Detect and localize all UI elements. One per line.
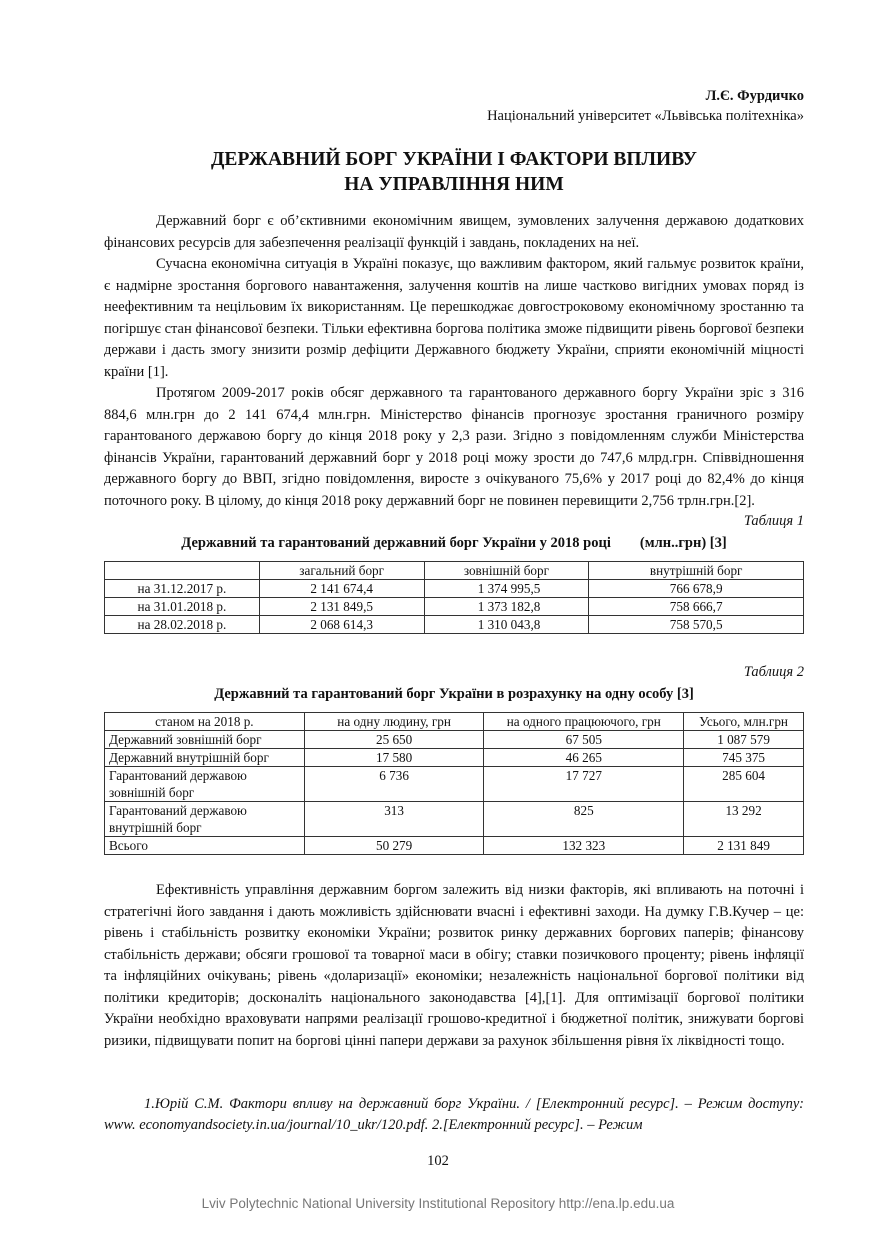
author-block (487, 86, 804, 126)
author-name: Л.Є. Фурдичко (705, 88, 804, 104)
table-row: Гарантований державою зовнішній борг 6 736 17 727 285 604 (105, 767, 804, 802)
table-row: на 31.12.2017 р. 2 141 674,4 1 374 995,5 766 678,9 (105, 580, 804, 598)
table-header-row: станом на 2018 р. на одну людину, грн на одного працюючого, грн Усього, млн.грн (105, 713, 804, 731)
title-line-1: ДЕРЖАВНИЙ БОРГ УКРАЇНИ І ФАКТОРИ ВПЛИВУ (211, 149, 697, 170)
table-row: Всього 50 279 132 323 2 131 849 (105, 837, 804, 855)
table-1 (104, 561, 804, 634)
paragraph-1: Державний борг є об’єктивними економічним явищем, зумовлених залучення державою додаткових фінансових ресурсів для забезпечення реалізації функцій і завдань, покладених на неї. (104, 213, 804, 251)
page-number: 102 (427, 1153, 449, 1169)
table-row: Гарантований державою внутрішній борг 313 825 13 292 (105, 802, 804, 837)
paragraph-2: Сучасна економічна ситуація в Україні показує, що важливим фактором, який гальмує розвиток країни, є надмірне зростання боргового навантаження, залучення коштів на лише частково вигідних умовах поряд із неефективним та нецільовим їх використанням. Це перешкоджає довгостроковому економічному зростанню та погіршує стан фінансової безпеки. Тільки ефективна боргова політика зможе підвищити рівень боргової безпеки держави і дасть змогу знизити розмір дефіцити Державного бюджету України, сприяти економічній міцності країни [1]. (104, 256, 804, 380)
table-row: Державний внутрішній борг 17 580 46 265 745 375 (105, 749, 804, 767)
table-2-caption: Таблиця 2 (743, 664, 804, 680)
paragraph-4: Ефективність управління державним боргом залежить від низки факторів, які впливають на поточні і стратегічні його завдання і дають можливість здійснювати вчасні і ефективні заходи. На думку Г.В.Кучер – це: рівень і стабільність розвитку економіки України; розвиток ринку державних боргових паперів; фінансову стабільність держави; обсяги грошової та товарної маси в обігу; ставки позичкового проценту; рівень інфляції та інфляційних очікувань; рівень «доларизації» економіки; незалежність національної боргової політики від політики кредиторів; досконаліть національного законодавства [4],[1]. Для оптимізації боргової політики України необхідно враховувати напрями реалізації грошово-кредитної і бюджетної політик, знижувати боргові ризики, підвищувати попит на боргові цінні папери держави за рахунок збільшення рівня їх ліквідності тощо. (104, 882, 804, 1049)
table-1-caption: Таблиця 1 (743, 513, 804, 529)
table-2 (104, 712, 804, 855)
table-header-row: загальний борг зовнішній борг внутрішній борг (105, 562, 804, 580)
table-row: Державний зовнішній борг 25 650 67 505 1 087 579 (105, 731, 804, 749)
paragraph-3: Протягом 2009-2017 років обсяг державного та гарантованого державного боргу України зріс з 316 884,6 млн.грн до 2 141 674,4 млн.грн. Міністерство фінансів прогнозує зростання граничного розміру гарантованого державою боргу до кінця 2018 року у 2,3 рази. Згідно з повідомленням служби Міністерства фінансів України, гарантований державний борг у 2018 році можу зрости до 747,6 млрд.грн. Співвідношення державного боргу до ВВП, згідно повідомлення, виросте з очікуваного 75,6% у 2017 році до 82,4% до кінця поточного року. В цілому, до кінця 2018 року державний борг не повинен перевищити 2,756 трлн.грн.[2]. (104, 385, 804, 509)
repository-footer: Lviv Polytechnic National University Institutional Repository http://ena.lp.edu.ua (201, 1196, 675, 1211)
table-1-title: Державний та гарантований державний борг України у 2018 році (млн..грн) [3] (181, 535, 727, 551)
title-line-2: НА УПРАВЛІННЯ НИМ (344, 174, 564, 195)
paper-title (104, 147, 804, 197)
references: 1.Юрій С.М. Фактори впливу на державний борг України. / [Електронний ресурс]. – Режим доступу: www. economyandsociety.in.ua/journal/10_ukr/120.pdf. 2.[Електронний ресурс]. – Режим (104, 1095, 804, 1133)
table-2-title: Державний та гарантований борг України в розрахунку на одну особу [3] (214, 686, 694, 702)
table-row: на 28.02.2018 р. 2 068 614,3 1 310 043,8 758 570,5 (105, 616, 804, 634)
table-row: на 31.01.2018 р. 2 131 849,5 1 373 182,8 758 666,7 (105, 598, 804, 616)
author-affiliation: Національний університет «Львівська політехніка» (487, 108, 804, 124)
